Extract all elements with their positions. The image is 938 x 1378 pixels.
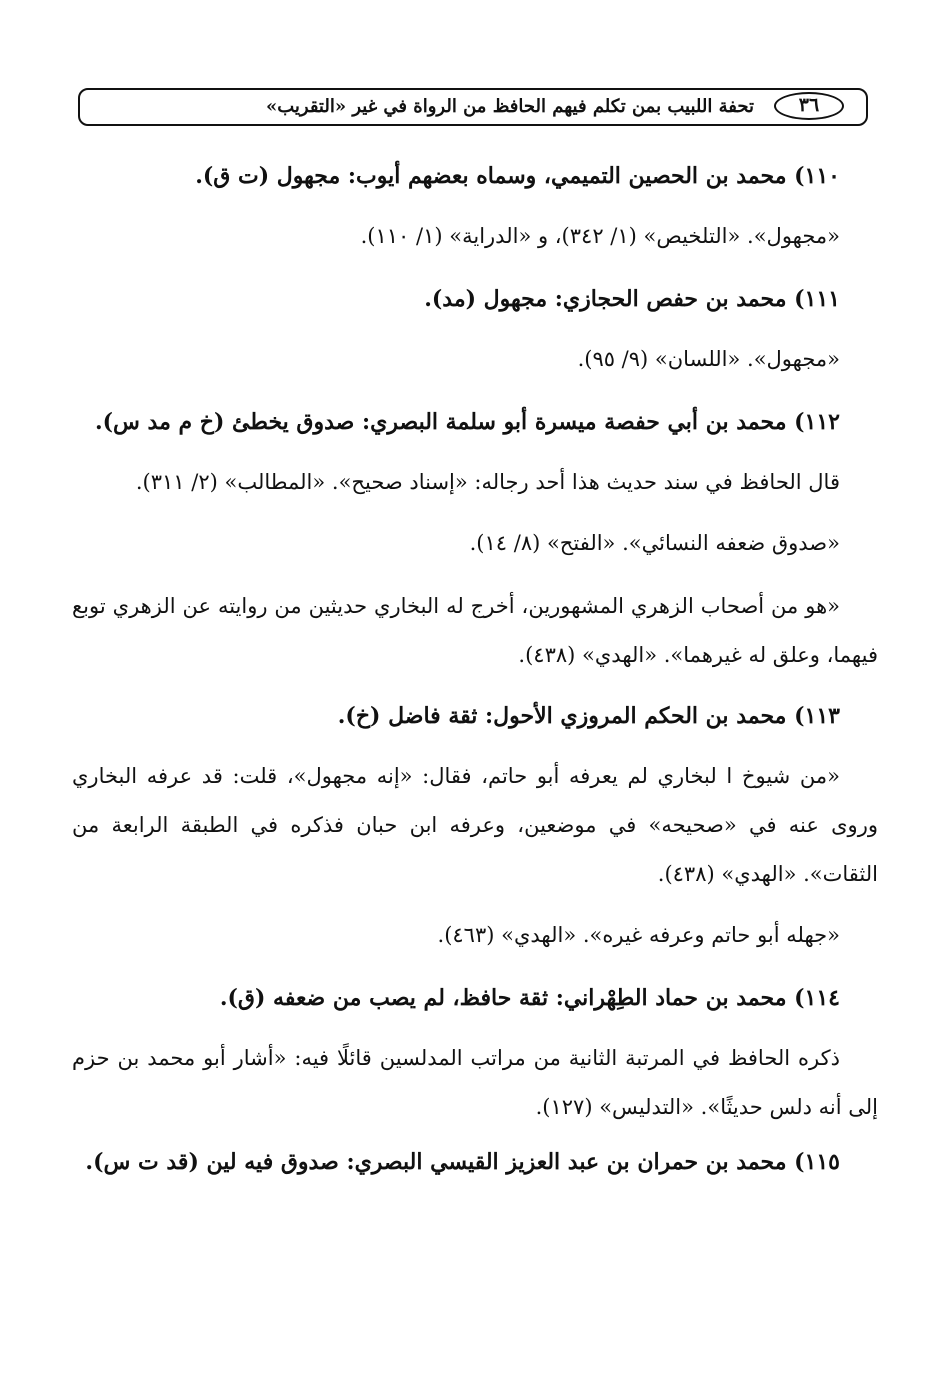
citation-113-b: «جهله أبو حاتم وعرفه غيره». «الهدي» (٤٦٣). <box>437 923 840 947</box>
page-header <box>78 88 868 126</box>
citation-110: «مجهول». «التلخيص» (١/ ٣٤٢)، و «الدراية» (١/ ١١٠). <box>360 224 840 248</box>
entry-110: ١١٠) محمد بن الحصين التميمي، وسماه بعضهم أيوب: مجهول (ت ق). <box>195 163 840 189</box>
comment-113-a: «من شيوخ ا لبخاري لم يعرفه أبو حاتم، فقال: «إنه مجهول»، قلت: قد عرفه البخاري وروى عنه في «صحيحه» في موضعين، وعرفه ابن حبان فذكره في الطبقة الرابعة من الثقات». «الهدي» (٤٣٨). <box>72 764 878 886</box>
entry-111: ١١١) محمد بن حفص الحجازي: مجهول (مد). <box>424 286 840 312</box>
page-body <box>72 152 878 1198</box>
entry-112: ١١٢) محمد بن أبي حفصة ميسرة أبو سلمة البصري: صدوق يخطئ (خ م مد س). <box>94 409 840 435</box>
page-number: ٣٦ <box>774 92 844 120</box>
citation-112-b: «صدوق ضعفه النسائي». «الفتح» (٨/ ١٤). <box>469 531 840 555</box>
comment-114: ذكره الحافظ في المرتبة الثانية من مراتب المدلسين قائلًا فيه: «أشار أبو محمد بن حزم إلى أنه دلس حديثًا». «التدليس» (١٢٧). <box>72 1046 878 1119</box>
running-title: تحفة اللبيب بمن تكلم فيهم الحافظ من الرواة في غير «التقريب» <box>265 96 754 117</box>
citation-111: «مجهول». «اللسان» (٩/ ٩٥). <box>577 347 840 371</box>
entry-115: ١١٥) محمد بن حمران بن عبد العزيز القيسي البصري: صدوق فيه لين (قد ت س). <box>85 1149 840 1175</box>
entry-114: ١١٤) محمد بن حماد الطِهْراني: ثقة حافظ، لم يصب من ضعفه (ق). <box>219 985 840 1011</box>
entry-113: ١١٣) محمد بن الحكم المروزي الأحول: ثقة فاضل (خ). <box>337 703 840 729</box>
comment-112-a: قال الحافظ في سند حديث هذا أحد رجاله: «إسناد صحيح». «المطالب» (٢/ ٣١١). <box>135 470 840 494</box>
comment-112-c: «هو من أصحاب الزهري المشهورين، أخرج له البخاري حديثين من روايته عن الزهري توبع فيهما، وعلق له غيرهما». «الهدي» (٤٣٨). <box>72 594 878 667</box>
